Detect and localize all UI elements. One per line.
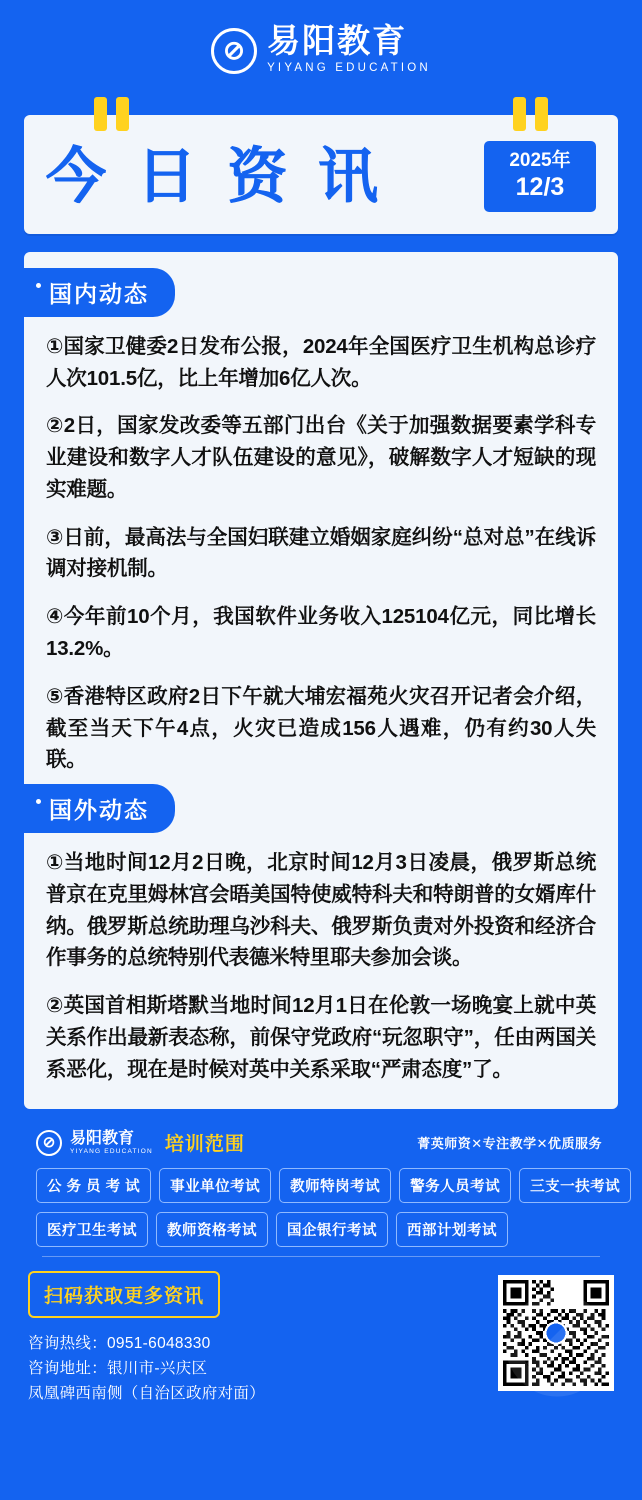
- news-content-card: [24, 252, 618, 1110]
- quote-marks-decoration: [24, 97, 618, 131]
- domestic-paragraphs: [24, 317, 618, 776]
- news-paragraph: ②英国首相斯塔默当地时间12月1日在伦敦一场晚宴上就中英关系作出最新表态称，前保守党政府“玩忽职守”，任由两国关系恶化，现在是时候对英中关系采取“严肃态度”了。: [46, 994, 596, 1081]
- date-badge: [484, 141, 596, 212]
- scope-brand: [70, 1131, 153, 1155]
- brand-name-cn: 易阳教育: [267, 22, 408, 59]
- scope-brand-cn: 易阳教育: [70, 1130, 135, 1147]
- course-tag[interactable]: 警务人员考试: [399, 1168, 511, 1203]
- date-day: 12/3: [515, 173, 565, 202]
- section-heading-international: [18, 784, 175, 833]
- news-paragraph: ⑤香港特区政府2日下午就大埔宏福苑火灾召开记者会介绍，截至当天下午4点，火灾已造成156人遇难，仍有约30人失联。: [46, 684, 596, 772]
- section-heading-international-label: 国外动态: [49, 797, 149, 824]
- course-tag[interactable]: 西部计划考试: [396, 1212, 508, 1247]
- course-tag[interactable]: 教师特岗考试: [279, 1168, 391, 1203]
- news-paragraph: ③日前，最高法与全国妇联建立婚姻家庭纠纷“总对总”在线诉调对接机制。: [46, 525, 596, 581]
- course-tag[interactable]: 医疗卫生考试: [36, 1212, 148, 1247]
- course-tag[interactable]: 三支一扶考试: [519, 1168, 631, 1203]
- yiyang-circle-logo-icon: ⊘: [36, 1130, 62, 1156]
- course-tag[interactable]: 公 务 员 考 试: [36, 1168, 151, 1203]
- title-section: [24, 97, 618, 234]
- brand-name-en: YIYANG EDUCATION: [267, 61, 431, 74]
- training-scope-header: [28, 1129, 614, 1156]
- scan-qr-button[interactable]: 扫码获取更多资讯: [28, 1271, 220, 1318]
- scope-brand-en: YIYANG EDUCATION: [70, 1147, 153, 1155]
- brand-header: [14, 0, 628, 91]
- title-card: [24, 115, 618, 234]
- contact-info: [28, 1332, 498, 1406]
- course-tag-list: [28, 1168, 621, 1247]
- heading-dot-icon: [36, 799, 41, 804]
- news-paragraph: ②2日，国家发改委等五部门出台《关于加强数据要素学科专业建设和数字人才队伍建设的意见》，破解数字人才短缺的现实难题。: [46, 414, 596, 501]
- section-heading-domestic: [18, 268, 175, 317]
- date-year: 2025年: [509, 150, 571, 172]
- course-tag[interactable]: 教师资格考试: [156, 1212, 268, 1247]
- news-paragraph: ①当地时间12月2日晚，北京时间12月3日凌晨，俄罗斯总统普京在克里姆林宫会晤美国特使威特科夫和特朗普的女婿库什纳。俄罗斯总统助理乌沙科夫、俄罗斯负责对外投资和经济合作事务的总统特别代表德米特里耶夫参加会谈。: [46, 851, 596, 970]
- training-scope-section: [24, 1125, 621, 1257]
- course-tag[interactable]: 国企银行考试: [276, 1212, 388, 1247]
- scope-title: 培训范围: [164, 1134, 245, 1156]
- hotline-text: 咨询热线：0951-6048330: [28, 1335, 211, 1353]
- qr-code-icon: [503, 1280, 609, 1386]
- page-title: 今 日 资 讯: [46, 142, 386, 210]
- address-line-2: 凤凰碑西南侧（自治区政府对面）: [28, 1385, 266, 1402]
- footer-section: [28, 1271, 614, 1406]
- quote-mark-right-icon: [513, 97, 548, 131]
- course-tag[interactable]: 事业单位考试: [159, 1168, 271, 1203]
- footer-divider: [42, 1256, 600, 1257]
- news-paragraph: ①国家卫健委2日发布公报，2024年全国医疗卫生机构总诊疗人次101.5亿，比上年增加6亿人次。: [46, 334, 596, 390]
- heading-dot-icon: [36, 283, 41, 288]
- qr-code[interactable]: [498, 1275, 614, 1391]
- address-line-1: 咨询地址：银川市-兴庆区: [28, 1360, 208, 1378]
- brand-text: [267, 24, 431, 77]
- course-tag-row: [28, 1212, 614, 1247]
- course-tag-row: [28, 1168, 621, 1203]
- footer-left: [28, 1271, 498, 1406]
- news-paragraph: ④今年前10个月，我国软件业务收入125104亿元，同比增长13.2%。: [46, 605, 596, 660]
- scope-tagline: 菁英师资✕专注教学✕优质服务: [417, 1136, 602, 1152]
- yiyang-circle-logo-icon: ⊘: [211, 28, 257, 74]
- international-paragraphs: [24, 833, 618, 1085]
- section-heading-domestic-label: 国内动态: [49, 280, 149, 307]
- quote-mark-left-icon: [94, 97, 129, 131]
